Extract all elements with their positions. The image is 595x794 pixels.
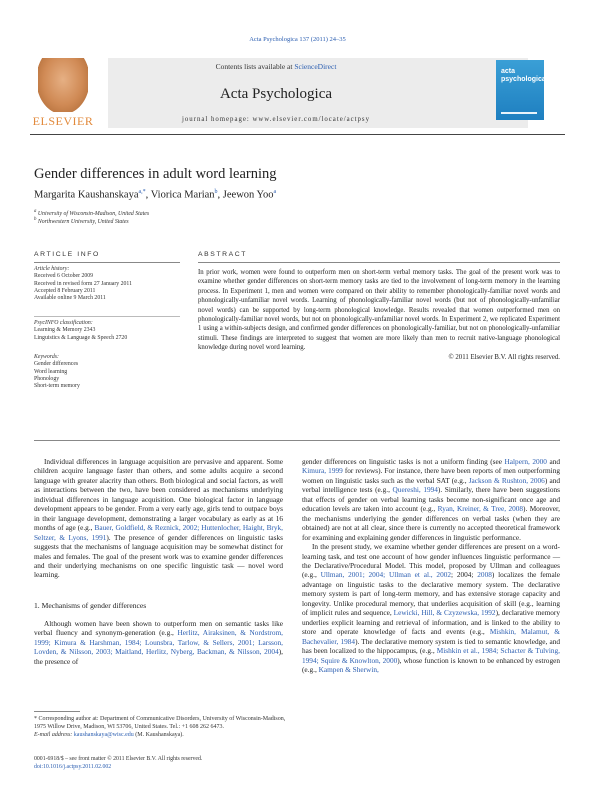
citation-link[interactable]: 2008: [477, 570, 492, 580]
history-item: Received 6 October 2009: [34, 273, 94, 280]
body-column-right: [302, 457, 560, 674]
paragraph-text: ), the presence of: [34, 647, 283, 666]
psycinfo-heading: PsycINFO classification:: [34, 320, 93, 326]
citation-link[interactable]: Mishkin, Malamut, & Bachevalier, 1984: [302, 627, 560, 646]
citation-link[interactable]: Quereshi, 1994: [392, 485, 438, 495]
email-label: E-mail address:: [34, 731, 74, 738]
author-affiliation-mark[interactable]: a: [273, 189, 277, 195]
info-divider: [34, 316, 180, 317]
journal-cover-thumbnail[interactable]: [496, 60, 544, 120]
section1-paragraph: [34, 619, 283, 666]
issn-block: [34, 755, 286, 771]
paragraph-text: ). Moreover, the mechanisms underlying the gender differences on verbal tasks (when they are obtained) are not at all clear, since there is currently no accepted theoretical framework for examining and explaining gender differences in linguistic performance.: [302, 504, 560, 542]
citation-link[interactable]: Ullman, 2001; 2004; Ullman et al., 2002: [320, 570, 452, 580]
citation-link[interactable]: Kimura, 1999: [302, 466, 343, 476]
article-info-rule: [34, 262, 180, 263]
abstract-body: [198, 268, 560, 362]
history-item: Available online 9 March 2011: [34, 295, 106, 302]
journal-homepage[interactable]: journal homepage: www.elsevier.com/locate/actpsy: [182, 116, 370, 123]
author-name: Margarita Kaushanskaya: [34, 189, 139, 201]
history-item: Received in revised form 27 January 2011: [34, 280, 132, 287]
history-item: Accepted 8 February 2011: [34, 287, 96, 294]
author-separator: ,: [145, 189, 151, 201]
psycinfo-classification: [34, 320, 174, 342]
intro-paragraph: [34, 457, 283, 580]
citation-link[interactable]: Lewicki, Hill, & Czyzewska, 1992: [393, 608, 496, 618]
cover-title: acta psychologica: [501, 68, 546, 83]
keyword: Word learning: [34, 368, 68, 375]
citation-link[interactable]: Herlitz, Airaksinen, & Nordstrom, 1999; Kimura & Harshman, 1984; Lounsbra, Tarlow, & Sellers, 2001; Larsson, Lovden, & Nilsson, 2003; Maitland, Herlitz, Nyberg, Backman, & Nilsson, 2004: [34, 628, 283, 657]
paragraph-text: ) localizes the female advantage on linguistic tasks to the declarative memory system. The declarative memory system is part of long-term memory, and has extensive storage capacity and longevity. Unlike procedural memory, that underlies acquisition of skill (e.g., learning of implicit rules and sequence,: [302, 570, 560, 618]
paragraph-text: ). Similarly, there have been suggestions that effects of gender on verbal learning tasks become non-significant once age and education levels are taken into account (e.g.,: [302, 485, 560, 514]
paragraph-text: ), declarative memory underlies explicit learning and retrieval of information, and is linked to the ability to store and operate knowledge of facts and events (e.g.,: [302, 608, 561, 637]
section-heading: 1. Mechanisms of gender differences: [34, 601, 147, 610]
paragraph-text: and: [546, 457, 560, 466]
paragraph-text: ). The presence of gender differences on linguistic tasks suggests that the mechanisms of language acquisition may be somewhat distinct for males and females. The goal of the present work was to examine gender differences and their underlying mechanisms on one specific linguistic task — novel word learning.: [34, 532, 283, 580]
sciencedirect-link[interactable]: ScienceDirect: [294, 62, 337, 71]
keyword: Short-term memory: [34, 383, 80, 390]
header-rule: [30, 134, 565, 135]
footnote-mark: *: [34, 716, 37, 722]
affiliation-mark: a: [34, 209, 37, 214]
abstract-heading: ABSTRACT: [198, 251, 248, 258]
author-name: Jeewon Yoo: [222, 189, 274, 201]
email-suffix: (M. Kaushanskaya).: [133, 731, 184, 738]
paragraph-text: ). The declarative memory system is tied to semantic knowledge, and has been localized to the hippocampus, (e.g.,: [302, 636, 560, 656]
keyword: Gender differences: [34, 361, 79, 368]
paragraph-text: ), whose function is known to be enhanced by estrogen (e.g.,: [302, 655, 560, 674]
affiliation-text: Northwestern University, United States: [37, 218, 129, 225]
abstract-copyright: © 2011 Elsevier B.V. All rights reserved.: [448, 353, 560, 361]
email-link[interactable]: kaushanskaya@wisc.edu: [73, 731, 134, 738]
citation-link[interactable]: Halpern, 2000: [504, 457, 547, 466]
contents-prefix: Contents lists available at: [215, 62, 295, 71]
paragraph-text: Although women have been shown to outperform men on semantic tasks like verbal fluency and synonym-generation (e.g.,: [34, 619, 283, 638]
citation-link[interactable]: Kampen & Sherwin,: [318, 664, 379, 674]
paragraph-text: gender differences on linguistic tasks is not a uniform finding (see: [302, 457, 505, 466]
author-name: Viorica Marian: [150, 189, 215, 201]
journal-name: Acta Psychologica: [219, 86, 333, 102]
paragraph-text: ) and verbal intelligence tests (e.g.,: [302, 475, 560, 495]
paragraph-text: ; 2004;: [451, 570, 478, 580]
author-affiliation-mark[interactable]: b: [214, 189, 218, 195]
author-list: [34, 189, 276, 201]
citation-link[interactable]: Mishkin et al., 1984; Schacter & Tulving, 1994; Squire & Knowlton, 2000: [302, 646, 560, 665]
publisher-name: ELSEVIER: [32, 114, 94, 128]
doi-link[interactable]: doi:10.1016/j.actpsy.2011.02.002: [34, 764, 112, 770]
front-matter-rule: [34, 440, 560, 441]
elsevier-logo[interactable]: [30, 58, 96, 128]
body-paragraph: [302, 542, 560, 674]
footnote-rule: [34, 711, 80, 712]
abstract-rule: [198, 262, 560, 263]
paragraph-text: In the present study, we examine whether gender differences are present on a word-learning task, and test one account of how gender influences linguistic performance — the Declarative/Procedural Model. This model, proposed by Ullman and colleagues (e.g.,: [302, 542, 560, 580]
article-title: Gender differences in adult word learning: [34, 166, 277, 182]
affiliation-mark: b: [34, 217, 37, 222]
author-separator: ,: [217, 189, 223, 201]
contents-line: [108, 62, 444, 71]
paragraph-text: Individual differences in language acquisition are pervasive and apparent. Some children acquire language faster than others, and some adults acquire a second language with greater alacrity than others. Both biological and social factors, as well as interactions between the two, have been considered as mechanisms underlying individual differences in language acquisition. One biological factor in language development appears to be gender. From a very early age, girls tend to outpace boys in their language development, demonstrating a larger vocabulary as early as at 16 months of age (e.g.,: [34, 457, 283, 533]
abstract-text: In prior work, women were found to outperform men on short-term verbal memory tasks. The goal of the present work was to examine whether gender differences on short-term memory tasks are tied to the involvement of long-term memory in the learning process. In Experiment 1, men and women were compared on their ability to remember phonologically-familiar novel words and phonologically-unfamiliar novel words. Learning of phonologically-familiar novel words (but not of phonologically-unfamiliar novel words) can be supported by long-term phonological knowledge. Results revealed that women outperformed men on phonologically-familiar novel words, but not on phonologically-unfamiliar novel words. In Experiment 2, we replicated Experiment 1 using a within-subjects design, and confirmed gender differences on phonologically-familiar, but not on phonologically-unfamiliar stimuli. These findings are interpreted to suggest that women are more likely than men to recruit native-language phonological knowledge during novel word learning.: [198, 269, 560, 352]
affiliation-text: University of Wisconsin-Madison, United States: [37, 210, 150, 217]
citation-link[interactable]: Bauer, Goldfield, & Reznick, 2002; Huttenlocher, Haight, Bryk, Seltzer, & Lyons, 1991: [34, 523, 283, 542]
journal-citation[interactable]: Acta Psychologica 137 (2011) 24–35: [249, 36, 346, 43]
corresponding-author-footnote: [34, 716, 286, 739]
keywords-heading: Keywords:: [34, 354, 59, 360]
body-column-left: [34, 457, 283, 580]
affiliation: [34, 209, 149, 217]
paragraph-text: for reviews). For instance, there have been reports of men outperforming women on linguistic tasks such as the verbal SAT (e.g.,: [302, 466, 560, 485]
keyword: Phonology: [34, 375, 60, 382]
issn-line: 0001-6918/$ – see front matter © 2011 Elsevier B.V. All rights reserved.: [34, 756, 203, 762]
body-column-left-section1: [34, 619, 283, 666]
footnote-text: Corresponding author at: Department of Communicative Disorders, University of Wisconsin-Madison, 1975 Willow Drive, Madison, WI 53706, United States. Tel.: +1 608 262 6473.: [34, 716, 286, 730]
citation-link[interactable]: Ryan, Kreiner, & Tree, 2008: [437, 504, 524, 514]
history-heading: Article history:: [34, 266, 70, 272]
body-paragraph: [302, 457, 560, 542]
affiliation: [34, 217, 129, 225]
citation-link[interactable]: Jackson & Rushton, 2006: [468, 475, 545, 485]
elsevier-tree-icon: [38, 58, 88, 112]
keywords: [34, 354, 174, 390]
psycinfo-item: Linguistics & Language & Speech 2720: [34, 334, 128, 341]
psycinfo-item: Learning & Memory 2343: [34, 327, 96, 334]
article-history: [34, 266, 174, 302]
cover-stripe: [501, 112, 537, 114]
author-affiliation-mark[interactable]: a,*: [138, 189, 146, 195]
article-info-heading: ARTICLE INFO: [34, 251, 100, 258]
